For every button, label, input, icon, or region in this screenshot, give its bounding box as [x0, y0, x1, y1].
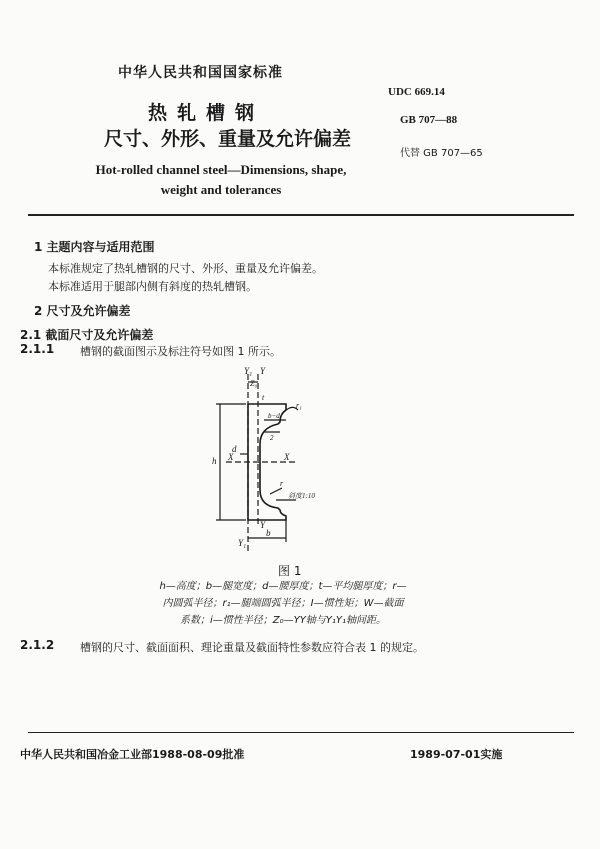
- label-two: 2: [270, 434, 274, 442]
- national-standard-label: 中华人民共和国国家标准: [118, 65, 283, 81]
- label-h: h: [212, 456, 217, 466]
- label-d: d: [232, 444, 237, 454]
- channel-section-diagram: [200, 364, 340, 558]
- figure-legend: h—高度；b—腿宽度；d—腰厚度；t—平均腿厚度；r—内圆弧半径；r₁—腿端圆弧半径；I—惯性矩；W—截面系数；i—惯性半径；Z₀—YY轴与Y₁Y₁轴间距。: [159, 581, 407, 626]
- label-b: b: [266, 528, 271, 538]
- label-r: r: [280, 479, 284, 488]
- section-2-1-1-text: 槽钢的截面图示及标注符号如图 1 所示。: [80, 345, 281, 358]
- label-y-top: Y: [260, 366, 266, 376]
- label-r1: r₁: [296, 401, 302, 410]
- title-line-2: 尺寸、外形、重量及允许偏差: [104, 128, 352, 150]
- issuer-approval: 中华人民共和国冶金工业部1988-08-09批准: [20, 748, 245, 761]
- label-y1-top: Y₁: [244, 366, 253, 376]
- header-divider: [28, 214, 574, 216]
- label-z0: Z₀: [250, 379, 258, 388]
- label-y-bottom: Y: [260, 520, 266, 530]
- section-2-1-1-number: 2.1.1: [20, 342, 55, 356]
- english-title: Hot-rolled channel steel—Dimensions, shape, weight and tolerances: [95, 162, 347, 197]
- figure-caption: 图 1: [278, 564, 302, 578]
- section-2-1-2-text: 槽钢的尺寸、截面面积、理论重量及截面特性参数应符合表 1 的规定。: [80, 641, 424, 654]
- implementation-date: 1989-07-01实施: [410, 748, 503, 761]
- udc-code: UDC 669.14: [388, 86, 445, 98]
- title-line-1: 热轧槽钢: [148, 102, 265, 124]
- label-x-left: X: [228, 452, 234, 462]
- label-y1-bottom: Y₁: [238, 538, 247, 548]
- label-b-minus-d: b−d: [268, 412, 280, 420]
- footer-divider: [28, 732, 574, 733]
- label-slope: 斜度1:10: [288, 492, 315, 500]
- r-leader: [270, 488, 282, 494]
- label-t: t: [262, 393, 265, 402]
- section-1-paragraph-2: 本标准适用于腿部内侧有斜度的热轧槽钢。: [48, 280, 257, 293]
- label-x-right: X: [284, 452, 290, 462]
- section-2-1-heading: 2.1 截面尺寸及允许偏差: [20, 328, 154, 342]
- section-1-paragraph-1: 本标准规定了热轧槽钢的尺寸、外形、重量及允许偏差。: [48, 262, 323, 275]
- section-2-heading: 2 尺寸及允许偏差: [34, 304, 131, 318]
- section-2-1-2-number: 2.1.2: [20, 638, 55, 652]
- gb-number: GB 707—88: [400, 114, 458, 126]
- replaces-standard: 代替 GB 707—65: [400, 148, 483, 159]
- section-1-heading: 1 主题内容与适用范围: [34, 240, 155, 254]
